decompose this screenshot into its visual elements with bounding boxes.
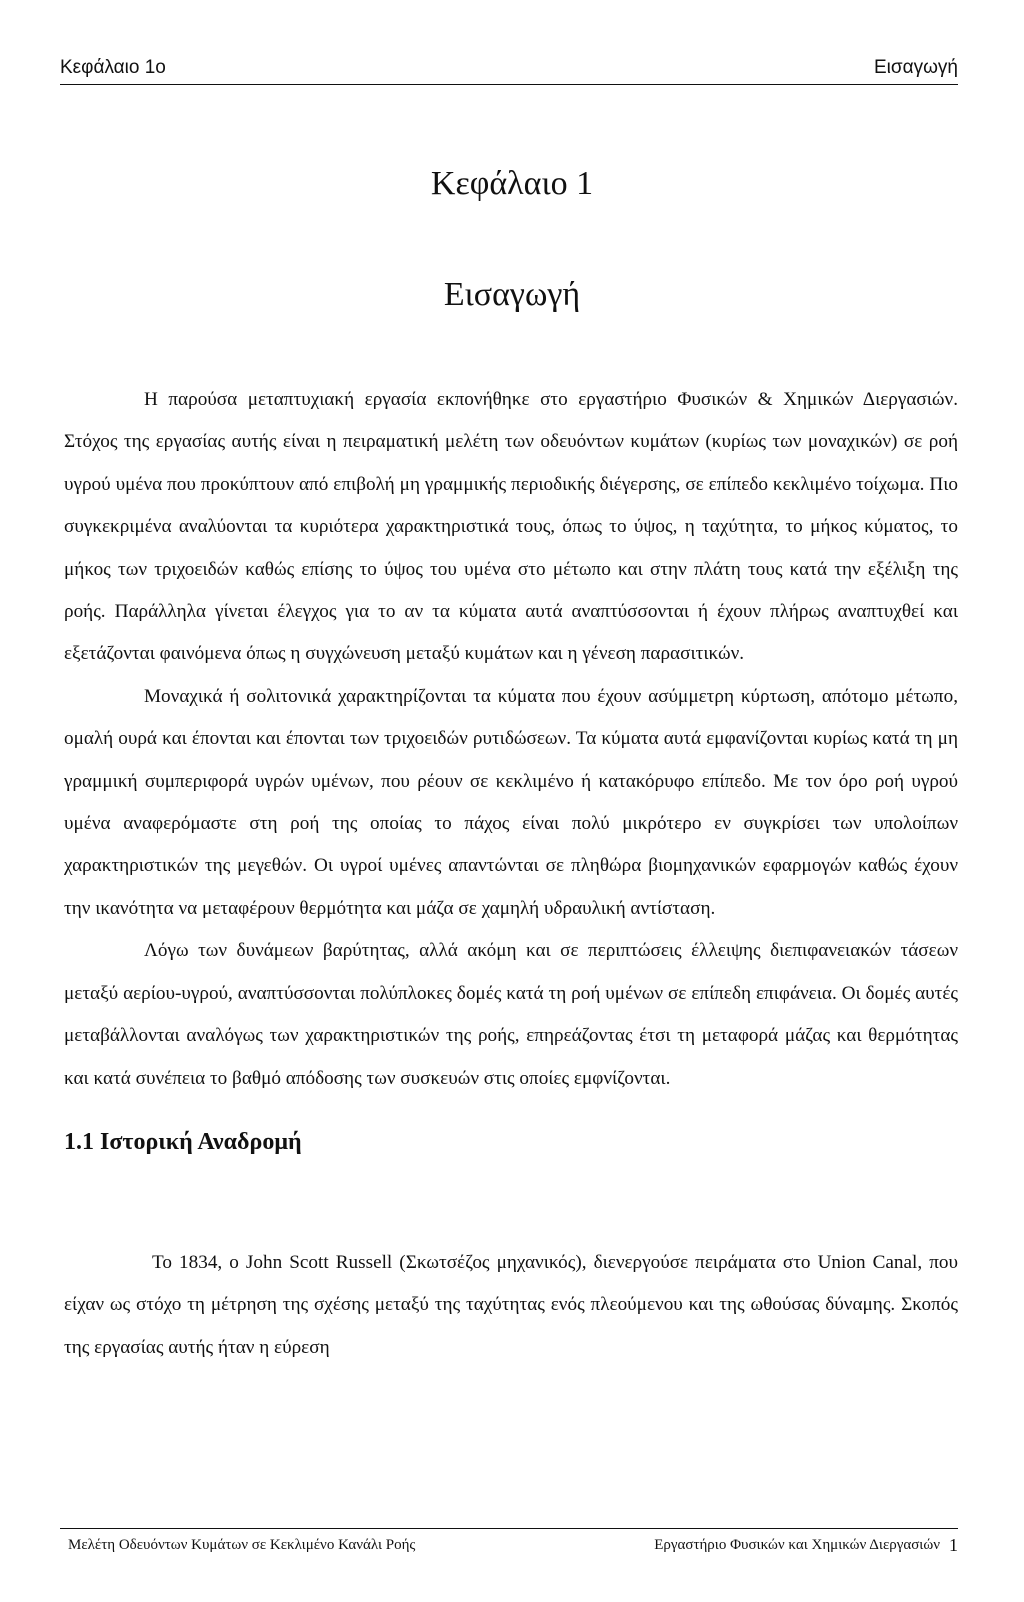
section-body <box>64 1242 958 1369</box>
running-header <box>60 52 958 85</box>
section-heading: 1.1 Ιστορική Αναδρομή <box>64 1129 302 1155</box>
footer-title: Μελέτη Οδευόντων Κυμάτων σε Κεκλιμένο Κανάλι Ροής <box>68 1537 416 1553</box>
running-footer <box>60 1528 958 1563</box>
header-section-label: Εισαγωγή <box>873 57 958 78</box>
footer-lab: Εργαστήριο Φυσικών και Χημικών Διεργασιών <box>654 1537 940 1553</box>
header-chapter-label: Κεφάλαιο 1ο <box>60 57 166 78</box>
paragraph-3: Λόγω των δυνάμεων βαρύτητας, αλλά ακόμη και σε περιπτώσεις έλλειψης διεπιφανειακών τάσεων μεταξύ αερίου-υγρού, αναπτύσσονται πολύπλοκες δομές κατά τη ροή υμένων σε επίπεδη επιφάνεια. Οι δομές αυτές μεταβάλλονται αναλόγως των χαρακτηριστικών της ροής, επηρεάζοντας έτσι τη μεταφορά μάζας και θερμότητας και κατά συνέπεια το βαθμό απόδοσης των συσκευών στις οποίες εμφνίζονται. <box>64 940 958 1089</box>
chapter-title: Κεφάλαιο 1 <box>430 165 594 202</box>
section-paragraph: Το 1834, ο John Scott Russell (Σκωτσέζος μηχανικός), διενεργούσε πειράματα στο Union Canal, που είχαν ως στόχο τη μέτρηση της σχέσης μεταξύ της ταχύτητας ενός πλεούμενου και της ωθούσας δύναμης. Σκοπός της εργασίας αυτής ήταν η εύρεση <box>64 1252 958 1358</box>
paragraph-1: Η παρούσα μεταπτυχιακή εργασία εκπονήθηκε στο εργαστήριο Φυσικών & Χημικών Διεργασιών. Στόχος της εργασίας αυτής είναι η πειραματική μελέτη των οδευόντων κυμάτων (κυρίως των μοναχικών) σε ροή υγρού υμένα που προκύπτουν από επιβολή μη γραμμικής περιοδικής διέγερσης, σε επίπεδο κεκλιμένο τοίχωμα. Πιο συγκεκριμένα αναλύονται τα κυριότερα χαρακτηριστικά τους, όπως το ύψος, η ταχύτητα, το μήκος κύματος, το μήκος των τριχοειδών καθώς επίσης το ύψος του υμένα στο μέτωπο και στην πλάτη τους κατά την εξέλιξη της ροής. Παράλληλα γίνεται έλεγχος για το αν τα κύματα αυτά αναπτύσσονται ή έχουν πλήρως αναπτυχθεί και εξετάζονται φαινόμενα όπως η συγχώνευση μεταξύ κυμάτων και η γένεση παρασιτικών. <box>64 389 958 665</box>
introduction-body <box>64 379 958 1100</box>
page-number: 1 <box>949 1535 958 1555</box>
chapter-subtitle: Εισαγωγή <box>443 276 581 313</box>
paragraph-2: Μοναχικά ή σολιτονικά χαρακτηρίζονται τα κύματα που έχουν ασύμμετρη κύρτωση, απότομο μέτωπο, ομαλή ουρά και έπονται και έπονται των τριχοειδών ρυτιδώσεων. Τα κύματα αυτά εμφανίζονται κυρίως κατά τη μη γραμμική συμπεριφορά υγρών υμένων, που ρέουν σε κεκλιμένο ή κατακόρυφο επίπεδο. Με τον όρο ροή υγρού υμένα αναφερόμαστε στη ροή της οποίας το πάχος είναι πολύ μικρότερο εν συγκρίσει των υπολοίπων χαρακτηριστικών της μεγεθών. Οι υγροί υμένες απαντώνται σε πληθώρα βιομηχανικών εφαρμογών καθώς έχουν την ικανότητα να μεταφέρουν θερμότητα και μάζα σε χαμηλή υδραυλική αντίσταση. <box>64 685 958 919</box>
